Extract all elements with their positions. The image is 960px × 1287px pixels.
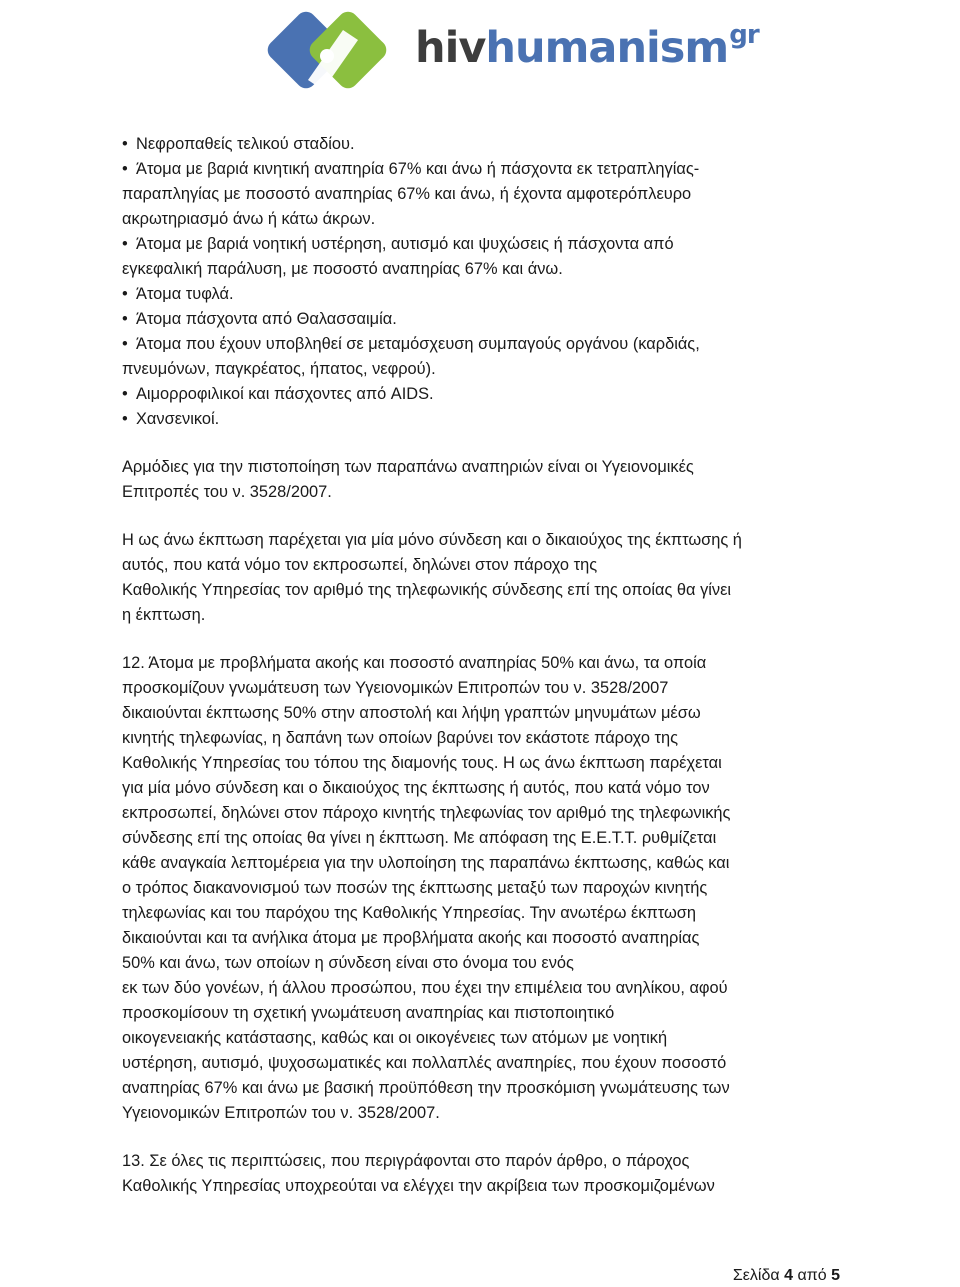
logo-wordmark [415,18,759,88]
document-body [122,132,846,1199]
paragraph-line: Επιτροπές του ν. 3528/2007. [122,483,332,501]
paragraph-line: προσκομίζουν γνωμάτευση των Υγειονομικών Επιτροπών του ν. 3528/2007 [122,679,669,697]
paragraph-line: ο τρόπος διακανονισμού των ποσών της έκπτωσης μεταξύ των παροχών κινητής [122,879,708,897]
bullet-text: Αιμορροφιλικοί και πάσχοντες από AIDS. [136,385,434,403]
paragraph-line: κινητής τηλεφωνίας, η δαπάνη των οποίων βαρύνει τον εκάστοτε πάροχο της [122,729,678,747]
bullet-icon: • [122,385,128,403]
list-item: εγκεφαλική παράλυση, με ποσοστό αναπηρίας 67% και άνω. [122,260,563,278]
bullet-icon: • [122,310,128,328]
paragraph-line: δικαιούνται έκπτωσης 50% στην αποστολή και λήψη γραπτών μηνυμάτων μέσω [122,704,701,722]
bullet-text: Άτομα τυφλά. [136,285,234,303]
bullet-icon: • [122,285,128,303]
paragraph-line: κάθε αναγκαία λεπτομέρεια για την υλοποίηση της παραπάνω έκπτωσης, καθώς και [122,854,730,872]
page-of: από [797,1267,827,1284]
bullet-icon: • [122,160,128,178]
paragraph-line: Υγειονομικών Επιτροπών του ν. 3528/2007. [122,1104,440,1122]
bullet-text: Άτομα που έχουν υποβληθεί σε μεταμόσχευση συμπαγούς οργάνου (καρδιάς, [136,335,700,353]
logo-text-gr: gr [729,20,759,50]
paragraph-line: 50% και άνω, των οποίων η σύνδεση είναι στο όνομα του ενός [122,954,574,972]
paragraph-line: 12. Άτομα με προβλήματα ακοής και ποσοστό αναπηρίας 50% και άνω, τα οποία [122,654,707,672]
logo-text-hiv: hiv [415,23,486,73]
paragraph-line: Καθολικής Υπηρεσίας του τόπου της διαμονής τους. Η ως άνω έκπτωση παρέχεται [122,754,722,772]
site-logo[interactable] [248,0,759,110]
bullet-text: Άτομα με βαριά κινητική αναπηρία 67% και άνω ή πάσχοντα εκ τετραπληγίας- [136,160,700,178]
paragraph-line: σύνδεσης επί της οποίας θα γίνει η έκπτωση. Με απόφαση της Ε.Ε.Τ.Τ. ρυθμίζεται [122,829,717,847]
list-item [122,307,846,332]
list-item: παραπληγίας με ποσοστό αναπηρίας 67% και άνω, ή έχοντα αμφοτερόπλευρο [122,185,692,203]
paragraph-line: Η ως άνω έκπτωση παρέχεται για μία μόνο σύνδεση και ο δικαιούχος της έκπτωσης ή [122,531,742,549]
list-item [122,232,846,257]
bullet-text: Άτομα πάσχοντα από Θαλασσαιμία. [136,310,397,328]
list-item [122,382,846,407]
bullet-text: Χανσενικοί. [136,410,220,428]
paragraph-line: δικαιούνται και τα ανήλικα άτομα με προβλήματα ακοής και ποσοστό αναπηρίας [122,929,700,947]
bullet-icon: • [122,235,128,253]
paragraph-line: Αρμόδιες για την πιστοποίηση των παραπάνω αναπηριών είναι οι Υγειονομικές [122,458,694,476]
list-item [122,407,846,432]
paragraph-line: οικογενειακής κατάστασης, καθώς και οι οικογένειες των ατόμων με νοητική [122,1029,668,1047]
list-item: πνευμόνων, παγκρέατος, ήπατος, νεφρού). [122,360,436,378]
bullet-text: Νεφροπαθείς τελικού σταδίου. [136,135,355,153]
list-item [122,157,846,182]
logo-puzzle-icon [248,0,413,110]
paragraph-line: Καθολικής Υπηρεσίας υποχρεούται να ελέγχει την ακρίβεια των προσκομιζομένων [122,1177,715,1195]
bullet-icon: • [122,135,128,153]
page-total: 5 [831,1267,840,1284]
logo-text-humanism: humanism [485,23,729,73]
page-number [733,1266,840,1286]
paragraph-line: τηλεφωνίας και του παρόχου της Καθολικής Υπηρεσίας. Την ανωτέρω έκπτωση [122,904,697,922]
paragraph-line: 13. Σε όλες τις περιπτώσεις, που περιγράφονται στο παρόν άρθρο, ο πάροχος [122,1152,690,1170]
paragraph-line: υστέρηση, αυτισμό, ψυχοσωματικές και πολλαπλές αναπηρίες, που έχουν ποσοστό [122,1054,727,1072]
paragraph-spacer [122,432,846,455]
page-label: Σελίδα [732,1267,780,1284]
paragraph-spacer [122,505,846,528]
paragraph-line: αναπηρίας 67% και άνω με βασική προϋπόθεση την προσκόμιση γνωμάτευσης των [122,1079,730,1097]
list-item [122,332,846,357]
bullet-icon: • [122,335,128,353]
paragraph-line: αυτός, που κατά νόμο τον εκπροσωπεί, δηλώνει στον πάροχο της [122,556,598,574]
paragraph-line: για μία μόνο σύνδεση και ο δικαιούχος της έκπτωσης ή αυτός, που κατά νόμο τον [122,779,710,797]
bullet-icon: • [122,410,128,428]
paragraph-line: Καθολικής Υπηρεσίας τον αριθμό της τηλεφωνικής σύνδεσης επί της οποίας θα γίνει [122,581,732,599]
list-item [122,282,846,307]
list-item: ακρωτηριασμό άνω ή κάτω άκρων. [122,210,376,228]
paragraph-spacer [122,628,846,651]
paragraph-line: εκ των δύο γονέων, ή άλλου προσώπου, που έχει την επιμέλεια του ανηλίκου, αφού [122,979,728,997]
list-item [122,132,846,157]
paragraph-line: η έκπτωση. [122,606,206,624]
paragraph-spacer [122,1126,846,1149]
page-current: 4 [784,1267,793,1284]
paragraph-line: εκπροσωπεί, δηλώνει στον πάροχο κινητής τηλεφωνίας τον αριθμό της τηλεφωνικής [122,804,731,822]
paragraph-line: προσκομίσουν τη σχετική γνωμάτευση αναπηρίας και πιστοποιητικό [122,1004,615,1022]
bullet-text: Άτομα με βαριά νοητική υστέρηση, αυτισμό και ψυχώσεις ή πάσχοντα από [136,235,674,253]
